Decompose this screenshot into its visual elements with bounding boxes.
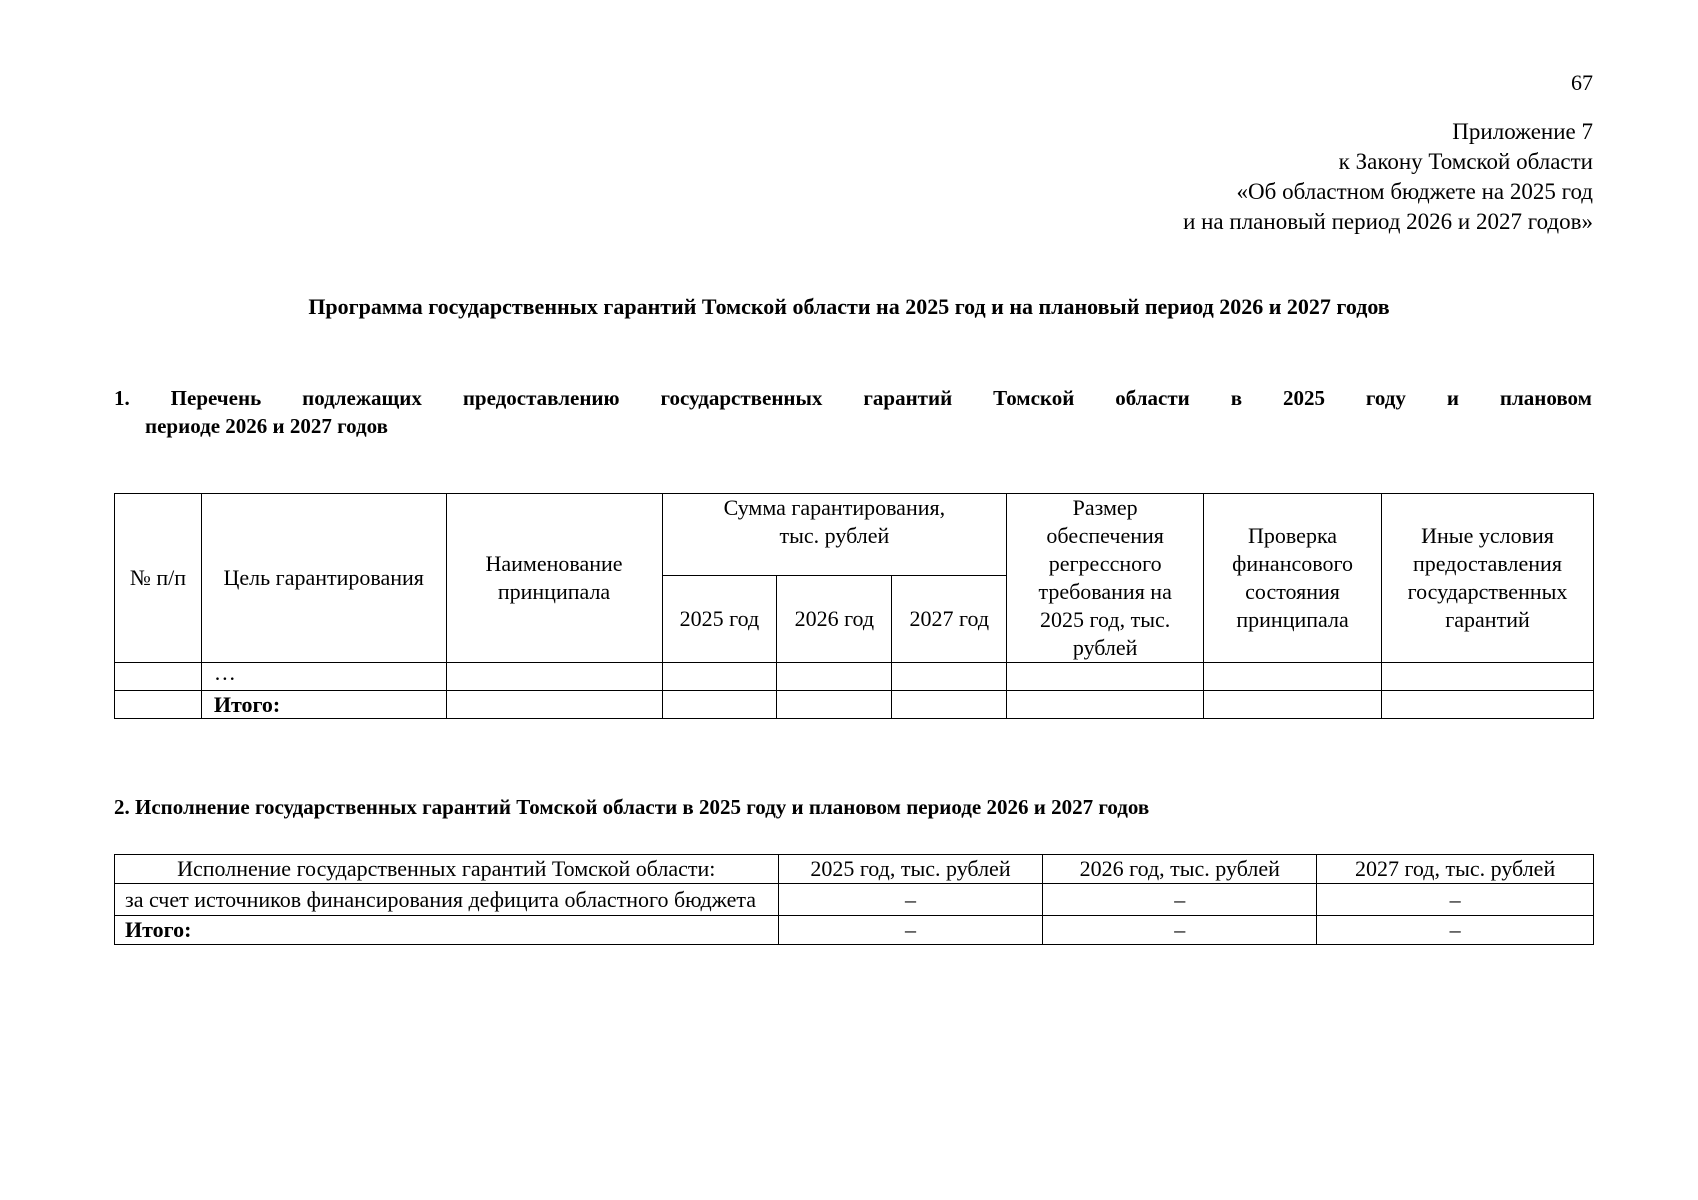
heading-word: 1. (114, 386, 130, 410)
guarantees-execution-table (114, 854, 1594, 945)
col-header-regress: Размер обеспечения регрессного требования на 2025 год, тыс. рублей (1007, 494, 1204, 663)
col-header-2026: 2026 год, тыс. рублей (1043, 855, 1317, 884)
heading-word: плановом (1499, 386, 1592, 410)
col-header-2027: 2027 год, тыс. рублей (1317, 855, 1594, 884)
col-header-2025: 2025 год (662, 576, 777, 663)
cell-total-2027: – (1317, 916, 1594, 945)
col-header-goal: Цель гарантирования (201, 494, 446, 663)
section1-heading (114, 384, 1592, 440)
row-total-label: Итого: (201, 691, 446, 719)
table-row-total (115, 916, 1594, 945)
heading-word: и (1446, 386, 1459, 410)
col-header-principal: Наименование принципала (446, 494, 662, 663)
table-row (115, 663, 1594, 691)
section1-heading-line2: периоде 2026 и 2027 годов (145, 414, 388, 438)
appendix-reference (1183, 117, 1593, 237)
document-title: Программа государственных гарантий Томской области на 2025 год и на плановый период 2026 и 2027 годов (308, 294, 1390, 319)
cell-total-2026: – (1043, 916, 1317, 945)
heading-word: подлежащих (302, 386, 422, 410)
appendix-line: Приложение 7 (1452, 119, 1593, 144)
cell-total-2025: – (778, 916, 1043, 945)
col-header-2025: 2025 год, тыс. рублей (778, 855, 1043, 884)
row-total-label: Итого: (115, 916, 779, 945)
table-row-total (115, 691, 1594, 719)
appendix-line: к Закону Томской области (1338, 149, 1593, 174)
cell-2025: – (778, 884, 1043, 916)
heading-word: Томской (993, 386, 1075, 410)
col-header-2026: 2026 год (777, 576, 892, 663)
guarantees-list-table (114, 493, 1594, 719)
row-label: за счет источников финансирования дефицита областного бюджета (115, 884, 779, 916)
heading-word: в (1230, 386, 1243, 410)
section1-heading-line1 (114, 384, 1592, 412)
heading-word: области (1115, 386, 1190, 410)
col-header-check: Проверка финансового состояния принципала (1204, 494, 1382, 663)
col-header-2027: 2027 год (892, 576, 1007, 663)
appendix-line: и на плановый период 2026 и 2027 годов» (1183, 209, 1593, 234)
col-header-sum: Сумма гарантирования, тыс. рублей (662, 494, 1007, 576)
table-row (115, 884, 1594, 916)
heading-word: году (1365, 386, 1406, 410)
heading-word: гарантий (863, 386, 953, 410)
heading-word: государственных (660, 386, 823, 410)
heading-word: Перечень (170, 386, 262, 410)
section2-heading: 2. Исполнение государственных гарантий Томской области в 2025 году и плановом периоде 2026 и 2027 годов (114, 795, 1150, 819)
col-header-other: Иные условия предоставления государственных гарантий (1382, 494, 1594, 663)
col-header-number: № п/п (115, 494, 202, 663)
heading-word: 2025 (1282, 386, 1325, 410)
cell-2026: – (1043, 884, 1317, 916)
page-number: 67 (1571, 70, 1593, 95)
col-header-execution: Исполнение государственных гарантий Томской области: (115, 855, 779, 884)
heading-word: предоставлению (462, 386, 620, 410)
appendix-line: «Об областном бюджете на 2025 год (1236, 179, 1593, 204)
row-ellipsis: … (201, 663, 446, 691)
cell-2027: – (1317, 884, 1594, 916)
